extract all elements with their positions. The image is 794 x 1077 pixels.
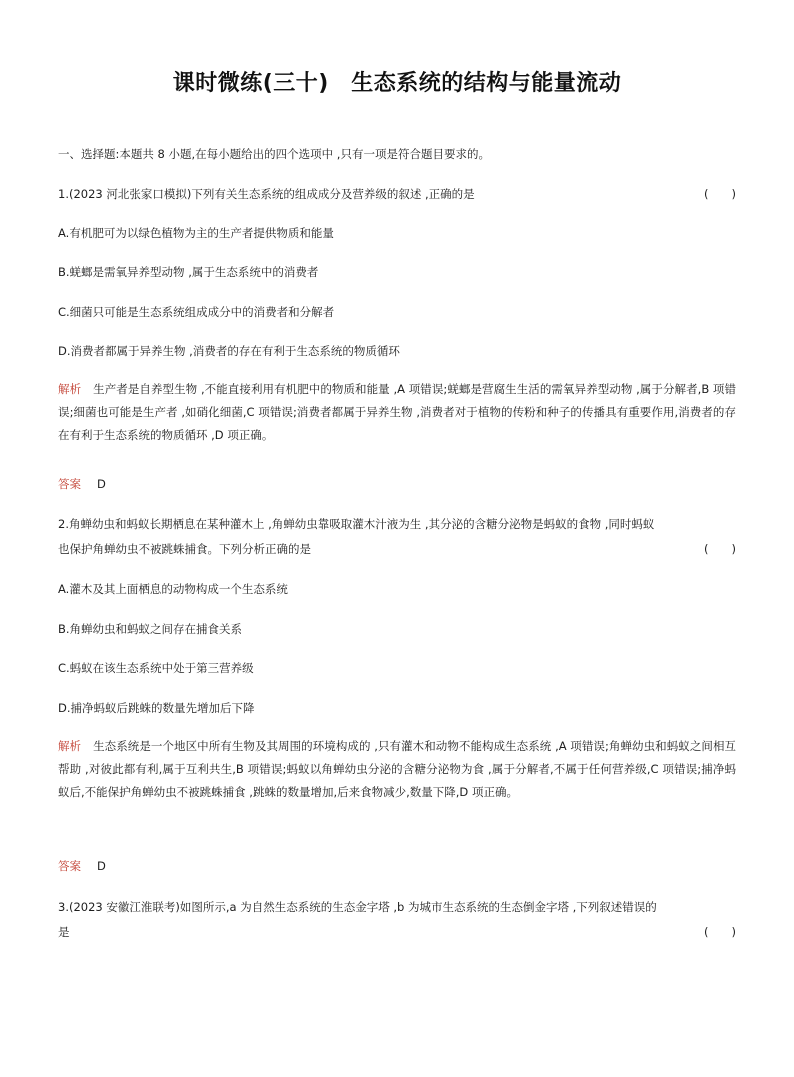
question-2-option-c: C.蚂蚁在该生态系统中处于第三营养级 — [58, 661, 254, 675]
question-1-stem: 1.(2023 河北张家口模拟)下列有关生态系统的组成成分及营养级的叙述 ,正确的是 — [58, 187, 475, 201]
question-2-stem-line-1: 2.角蝉幼虫和蚂蚁长期栖息在某种灌木上 ,角蝉幼虫靠吸取灌木汁液为生 ,其分泌的含糖分泌物是蚂蚁的食物 ,同时蚂蚁 — [58, 517, 655, 531]
question-1-analysis-text: 生产者是自养型生物 ,不能直接利用有机肥中的物质和能量 ,A 项错误;蜣螂是营腐生生活的需氧异养型动物 ,属于分解者,B 项错误;细菌也可能是生产者 ,如硝化细菌,C 项错误;消费者都属于异养生物 ,消费者对于植物的传粉和种子的传播具有重要作用,消费者的存在有利于生态系统的物质循环 ,D 项正确。 — [58, 382, 737, 442]
question-1-option-d: D.消费者都属于异养生物 ,消费者的存在有利于生态系统的物质循环 — [58, 344, 400, 358]
analysis-label: 解析 — [58, 739, 82, 753]
page-title: 课时微练(三十) 生态系统的结构与能量流动 — [172, 71, 622, 96]
question-2-analysis — [58, 735, 736, 804]
question-3-answer-bracket: ( ) — [704, 925, 736, 939]
question-1-option-a: A.有机肥可为以绿色植物为主的生产者提供物质和能量 — [58, 226, 334, 240]
question-1-answer-bracket: ( ) — [704, 187, 736, 201]
question-1-option-b: B.蜣螂是需氧异养型动物 ,属于生态系统中的消费者 — [58, 265, 319, 279]
analysis-label: 解析 — [58, 382, 82, 396]
answer-label: 答案 — [58, 477, 81, 491]
question-2-analysis-text: 生态系统是一个地区中所有生物及其周围的环境构成的 ,只有灌木和动物不能构成生态系统 ,A 项错误;角蝉幼虫和蚂蚁之间相互帮助 ,对彼此都有利,属于互利共生,B 项错误;蚂蚁以角蝉幼虫分泌的含糖分泌物为食 ,属于分解者,不属于任何营养级,C 项错误;捕净蚂蚁后,不能保护角蝉幼虫不被跳蛛捕食 ,跳蛛的数量增加,后来食物减少,数量下降,D 项正确。 — [58, 739, 737, 799]
question-2-option-d: D.捕净蚂蚁后跳蛛的数量先增加后下降 — [58, 701, 255, 715]
question-2-answer — [58, 858, 738, 874]
answer-label: 答案 — [58, 859, 81, 873]
question-2-option-a: A.灌木及其上面栖息的动物构成一个生态系统 — [58, 582, 288, 596]
question-3-stem-line-2: 是 — [58, 925, 70, 939]
question-2-answer-value: D — [97, 859, 106, 873]
question-3-stem-line-1: 3.(2023 安徽江淮联考)如图所示,a 为自然生态系统的生态金字塔 ,b 为城市生态系统的生态倒金字塔 ,下列叙述错误的 — [58, 900, 657, 914]
question-1-option-c: C.细菌只可能是生态系统组成成分中的消费者和分解者 — [58, 305, 335, 319]
question-1-answer-value: D — [97, 477, 106, 491]
question-1-analysis — [58, 378, 736, 447]
question-1-answer — [58, 476, 738, 492]
question-2-option-b: B.角蝉幼虫和蚂蚁之间存在捕食关系 — [58, 622, 243, 636]
question-2-answer-bracket: ( ) — [704, 542, 736, 556]
question-2-stem-line-2: 也保护角蝉幼虫不被跳蛛捕食。下列分析正确的是 — [58, 542, 311, 556]
section-heading: 一、选择题:本题共 8 小题,在每小题给出的四个选项中 ,只有一项是符合题目要求的。 — [58, 147, 490, 161]
